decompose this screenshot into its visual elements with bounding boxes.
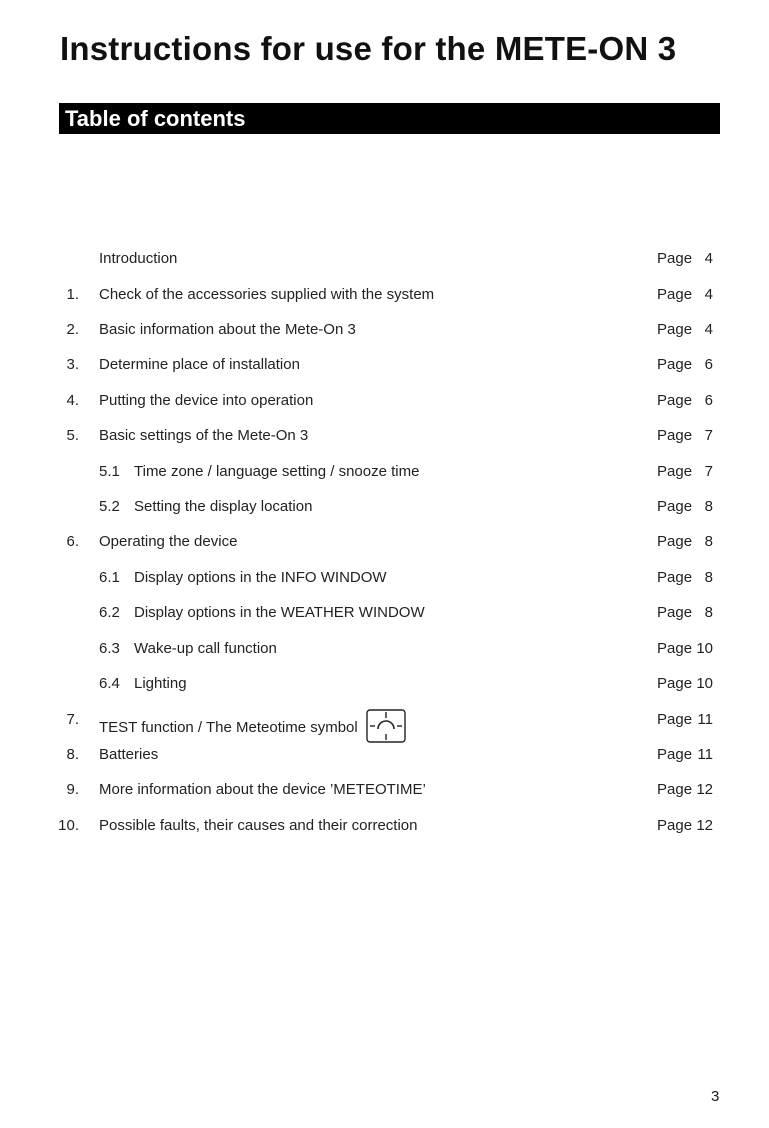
- toc-entry-subnumber: 6.3: [99, 640, 120, 657]
- toc-entry-page-number: 4: [704, 286, 713, 303]
- toc-entry[interactable]: [0, 392, 769, 414]
- toc-entry-subnumber: 6.4: [99, 675, 120, 692]
- toc-entry-subnumber: 5.1: [99, 463, 120, 480]
- section-heading: Table of contents: [65, 106, 246, 131]
- toc-entry-page-word: Page: [657, 781, 693, 798]
- toc-entry-page-word: Page: [657, 250, 693, 267]
- toc-entry-page-number: 12: [696, 817, 713, 834]
- toc-entry-number: 8.: [66, 746, 79, 763]
- toc-entry-title: [99, 392, 313, 409]
- toc-entry[interactable]: [0, 817, 769, 839]
- toc-entry-page-number: 7: [704, 463, 713, 480]
- toc-entry-title: [99, 781, 426, 798]
- toc-entry[interactable]: [0, 286, 769, 308]
- toc-entry[interactable]: [0, 781, 769, 803]
- toc-entry-page-word: Page: [657, 463, 693, 480]
- toc-entry-title-label: Basic settings of the Mete-On 3: [99, 427, 309, 444]
- toc-entry[interactable]: [0, 711, 769, 736]
- toc-entry-title: [99, 746, 158, 763]
- toc-entry-number: 6.: [66, 533, 79, 550]
- toc-entry-page-word: Page: [657, 533, 693, 550]
- toc-entry-title-label: Display options in the WEATHER WINDOW: [134, 604, 425, 621]
- toc-entry[interactable]: [0, 321, 769, 343]
- toc-entry-page-number: 11: [697, 746, 713, 763]
- toc-entry-number: 7.: [66, 711, 79, 728]
- toc-entry-title: [134, 604, 425, 621]
- toc-entry[interactable]: [0, 533, 769, 555]
- toc-entry-page-word: Page: [657, 711, 693, 728]
- toc-entry[interactable]: [0, 640, 769, 662]
- toc-entry[interactable]: [0, 463, 769, 485]
- toc-entry[interactable]: [0, 746, 769, 768]
- toc-entry-title-label: Setting the display location: [134, 498, 313, 515]
- toc-entry-title-label: Possible faults, their causes and their correction: [99, 817, 418, 834]
- toc-entry-title-label: Display options in the INFO WINDOW: [134, 569, 387, 586]
- toc-entry[interactable]: [0, 604, 769, 626]
- toc-entry-page-number: 4: [704, 250, 713, 267]
- toc-entry-page-word: Page: [657, 356, 693, 373]
- toc-entry-page-word: Page: [657, 640, 693, 657]
- toc-entry-page-number: 8: [704, 533, 713, 550]
- toc-entry-page-number: 10: [696, 675, 713, 692]
- toc-entry-title: [134, 463, 419, 480]
- toc-entry[interactable]: [0, 675, 769, 697]
- toc-entry-page-word: Page: [657, 427, 693, 444]
- toc-entry-title-label: Determine place of installation: [99, 356, 300, 373]
- document-title: Instructions for use for the METE-ON 3: [60, 30, 677, 67]
- toc-entry-title: [134, 640, 277, 657]
- toc-entry[interactable]: [0, 498, 769, 520]
- toc-entry[interactable]: [0, 356, 769, 378]
- toc-entry-page-word: Page: [657, 569, 693, 586]
- toc-entry-number: 4.: [66, 392, 79, 409]
- toc-entry-title: [99, 250, 177, 267]
- toc-entry-subnumber: 6.2: [99, 604, 120, 621]
- toc-entry-title: [99, 356, 300, 373]
- toc-entry-page-word: Page: [657, 675, 693, 692]
- meteotime-symbol-icon: [366, 709, 406, 743]
- toc-entry-title: [134, 569, 387, 586]
- toc-entry-page-number: 8: [704, 604, 713, 621]
- toc-entry-title-label: Time zone / language setting / snooze time: [134, 463, 420, 480]
- toc-entry-page-word: Page: [657, 392, 693, 409]
- toc-entry-title-label: Putting the device into operation: [99, 392, 314, 409]
- toc-entry-page-word: Page: [657, 604, 693, 621]
- toc-entry-title-label: Introduction: [99, 250, 178, 267]
- toc-entry-page-number: 12: [696, 781, 713, 798]
- toc-entry-number: 2.: [66, 321, 79, 338]
- toc-entry-page-number: 6: [704, 356, 713, 373]
- toc-entry-title-label: Check of the accessories supplied with the system: [99, 286, 435, 303]
- toc-entry-page-number: 10: [696, 640, 713, 657]
- toc-entry[interactable]: [0, 569, 769, 591]
- toc-entry-subnumber: 5.2: [99, 498, 120, 515]
- toc-entry-title: [99, 817, 418, 834]
- toc-entry-title-label: Lighting: [134, 675, 187, 692]
- toc-entry-subnumber: 6.1: [99, 569, 120, 586]
- toc-entry-page-number: 4: [704, 321, 713, 338]
- toc-entry-number: 9.: [66, 781, 79, 798]
- toc-entry-title: [99, 711, 406, 745]
- toc-entry-title-label: Basic information about the Mete-On 3: [99, 321, 356, 338]
- toc-entry-page-word: Page: [657, 817, 693, 834]
- toc-entry-title: [134, 498, 312, 515]
- toc-entry[interactable]: [0, 427, 769, 449]
- toc-entry-title: [134, 675, 187, 692]
- page-number: 3: [711, 1088, 720, 1105]
- toc-entry-page-number: 8: [704, 498, 713, 515]
- toc-entry-title: [99, 286, 434, 303]
- toc-entry-page-word: Page: [657, 746, 693, 763]
- toc-entry-page-word: Page: [657, 321, 693, 338]
- toc-entry-page-word: Page: [657, 498, 693, 515]
- toc-entry[interactable]: [0, 250, 769, 272]
- toc-entry-page-number: 7: [704, 427, 713, 444]
- toc-entry-page-number: 11: [697, 711, 713, 728]
- toc-entry-number: 1.: [66, 286, 79, 303]
- toc-entry-page-word: Page: [657, 286, 693, 303]
- toc-entry-title-label: More information about the device ’METEOTIME’: [99, 781, 426, 798]
- toc-entry-title-label: Batteries: [99, 746, 159, 763]
- toc-entry-number: 5.: [66, 427, 79, 444]
- toc-entry-number: 3.: [66, 356, 79, 373]
- toc-entry-title: [99, 533, 237, 550]
- toc-entry-number: 10.: [58, 817, 79, 834]
- toc-entry-page-number: 6: [704, 392, 713, 409]
- toc-entry-title: [99, 427, 308, 444]
- toc-entry-page-number: 8: [704, 569, 713, 586]
- toc-entry-title: [99, 321, 356, 338]
- toc-entry-title-label: TEST function / The Meteotime symbol: [99, 718, 358, 736]
- toc-entry-title-label: Operating the device: [99, 533, 238, 550]
- toc-entry-title-label: Wake-up call function: [134, 640, 277, 657]
- section-heading-bar: [59, 103, 720, 134]
